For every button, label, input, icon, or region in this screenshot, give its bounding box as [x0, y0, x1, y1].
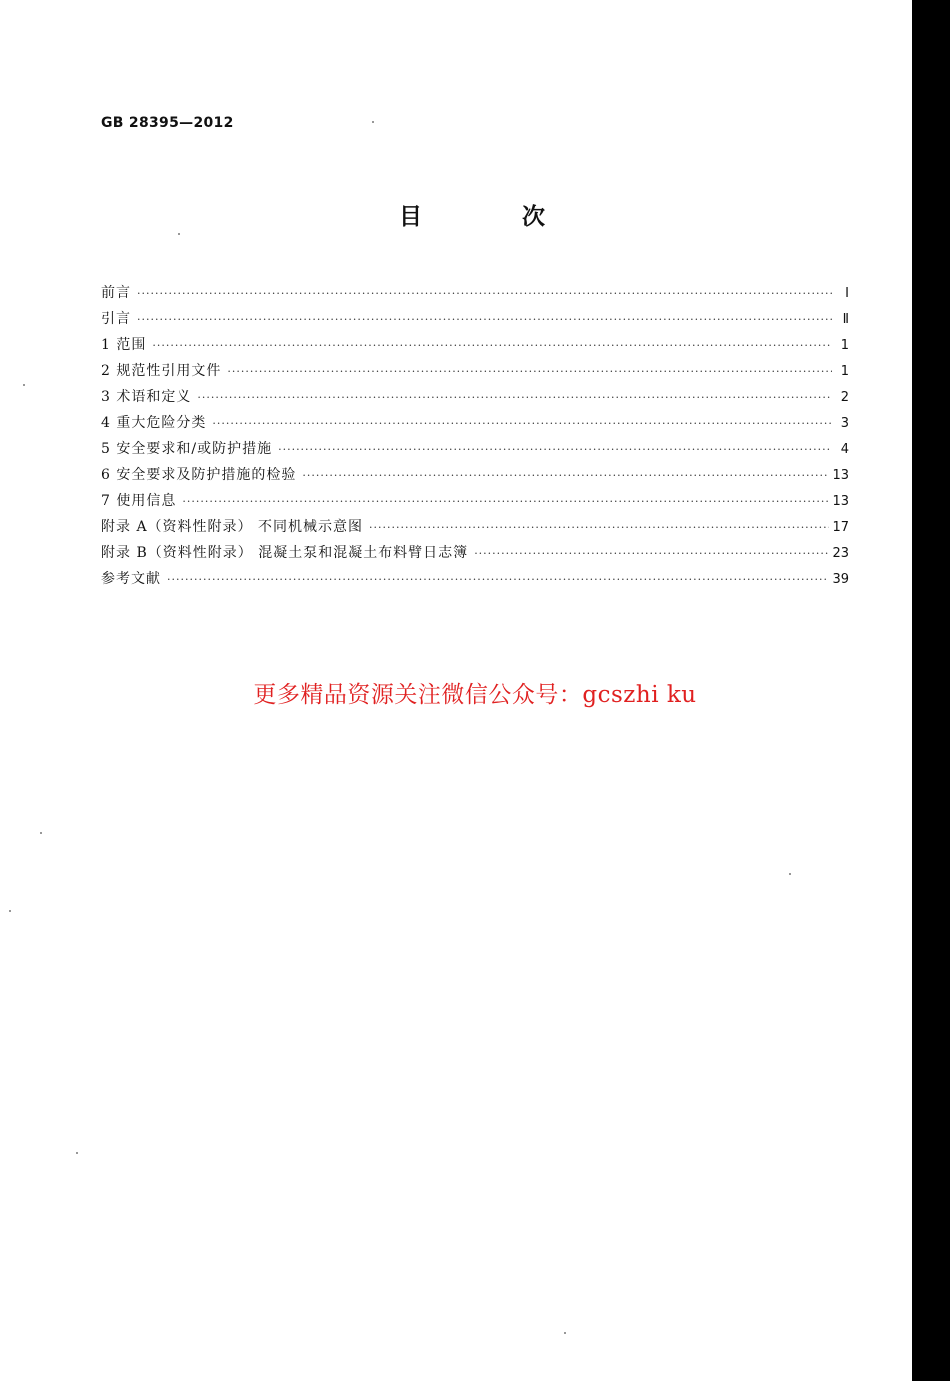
toc-entry-label: 6 安全要求及防护措施的检验	[101, 467, 297, 483]
toc-entry-label: 前言	[101, 285, 131, 301]
toc-entry-label: 7 使用信息	[101, 493, 177, 509]
toc-entry-annex-a[interactable]	[101, 516, 849, 542]
toc-entry-foreword[interactable]	[101, 282, 849, 308]
toc-entry-page: Ⅱ	[842, 312, 849, 327]
toc-entry-page: 13	[832, 494, 849, 509]
toc-entry-terms-definitions[interactable]	[101, 386, 849, 412]
toc-entry-page: Ⅰ	[845, 286, 849, 301]
table-of-contents	[101, 282, 849, 594]
toc-entry-annex-b[interactable]	[101, 542, 849, 568]
toc-entry-page: 1	[840, 338, 849, 353]
scan-speck	[9, 910, 11, 912]
toc-entry-verification[interactable]	[101, 464, 849, 490]
toc-dot-leader	[152, 335, 832, 357]
toc-entry-page: 4	[840, 442, 849, 457]
toc-dot-leader	[302, 465, 829, 487]
scan-speck	[789, 873, 791, 875]
toc-entry-page: 23	[832, 546, 849, 561]
toc-dot-leader	[212, 413, 832, 435]
toc-entry-label: 4 重大危险分类	[101, 415, 207, 431]
toc-entry-label: 1 范围	[101, 337, 147, 353]
scan-speck	[23, 384, 25, 386]
toc-entry-hazard-classification[interactable]	[101, 412, 849, 438]
toc-title: 目 次	[398, 204, 591, 230]
toc-entry-label: 5 安全要求和/或防护措施	[101, 441, 273, 457]
toc-entry-scope[interactable]	[101, 334, 849, 360]
standard-number: GB 28395—2012	[101, 115, 234, 131]
toc-dot-leader	[474, 543, 829, 565]
toc-entry-page: 13	[832, 468, 849, 483]
scan-speck	[372, 121, 374, 123]
toc-entry-label: 附录 B（资料性附录） 混凝土泵和混凝土布料臂日志簿	[101, 545, 469, 561]
scan-speck	[178, 233, 180, 235]
toc-entry-label: 参考文献	[101, 571, 161, 587]
toc-dot-leader	[182, 491, 829, 513]
toc-dot-leader	[137, 309, 832, 331]
toc-entry-introduction[interactable]	[101, 308, 849, 334]
toc-dot-leader	[197, 387, 832, 409]
scan-speck	[76, 1152, 78, 1154]
toc-dot-leader	[167, 569, 829, 591]
toc-entry-page: 39	[832, 572, 849, 587]
toc-entry-page: 1	[840, 364, 849, 379]
toc-entry-information-for-use[interactable]	[101, 490, 849, 516]
toc-entry-normative-references[interactable]	[101, 360, 849, 386]
toc-dot-leader	[227, 361, 832, 383]
toc-dot-leader	[137, 283, 832, 305]
toc-entry-safety-requirements[interactable]	[101, 438, 849, 464]
toc-entry-page: 3	[840, 416, 849, 431]
toc-entry-page: 17	[832, 520, 849, 535]
toc-dot-leader	[278, 439, 832, 461]
scan-edge-bar	[912, 0, 950, 1381]
toc-entry-label: 3 术语和定义	[101, 389, 192, 405]
toc-entry-label: 引言	[101, 311, 131, 327]
promo-watermark-text: 更多精品资源关注微信公众号：gcszhi ku	[253, 682, 697, 708]
toc-entry-page: 2	[840, 390, 849, 405]
toc-entry-bibliography[interactable]	[101, 568, 849, 594]
toc-dot-leader	[369, 517, 829, 539]
scan-speck	[40, 832, 42, 834]
toc-entry-label: 2 规范性引用文件	[101, 363, 222, 379]
scan-speck	[564, 1332, 566, 1334]
toc-entry-label: 附录 A（资料性附录） 不同机械示意图	[101, 519, 364, 535]
